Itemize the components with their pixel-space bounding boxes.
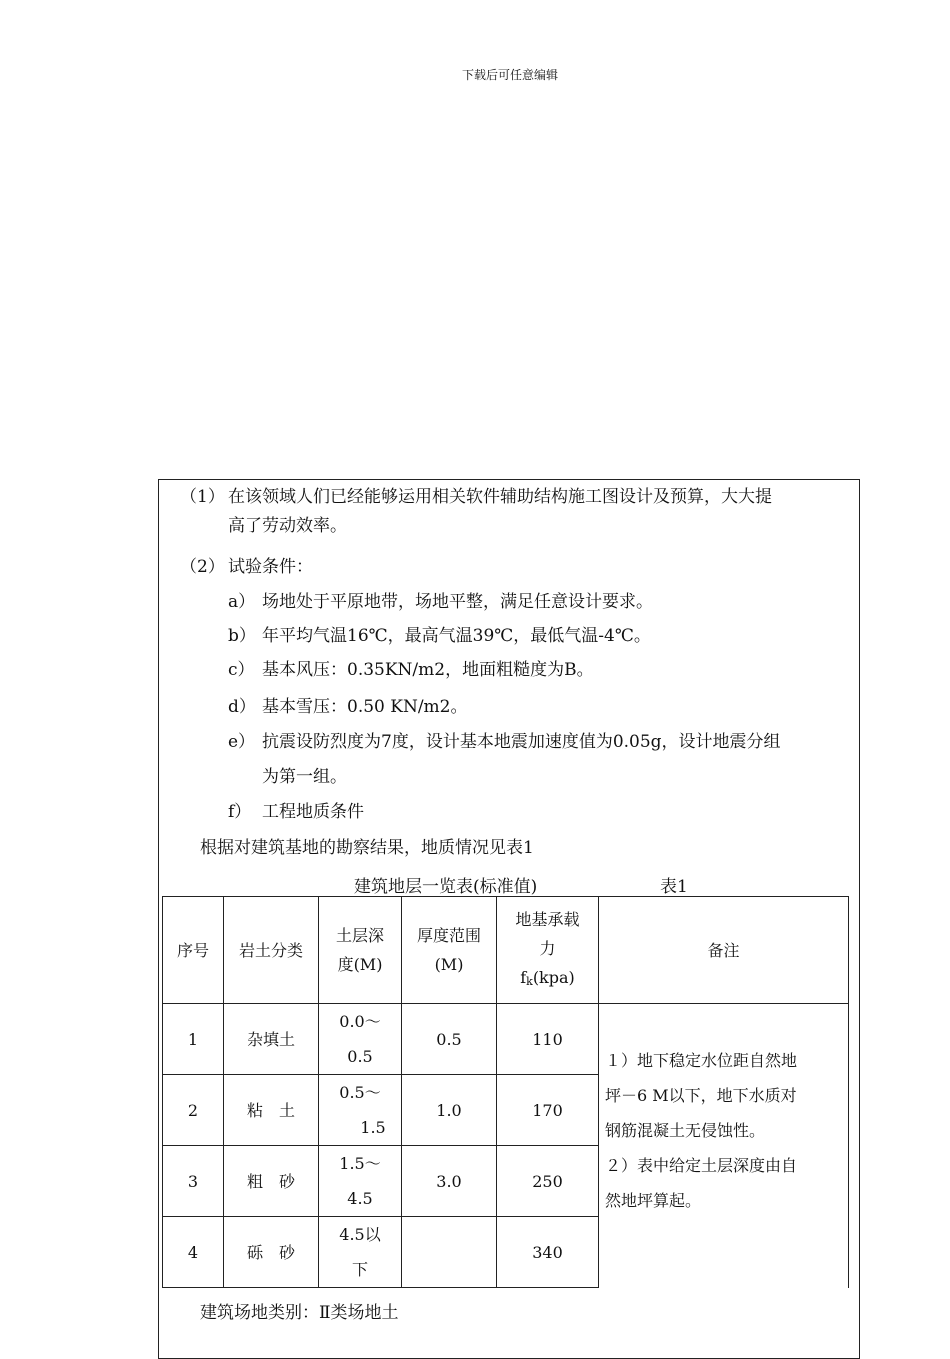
cell-depth-2: 4.5 (347, 1189, 373, 1208)
item-1 (180, 486, 772, 508)
condition-a (228, 591, 653, 613)
cell-thickness: 3.0 (402, 1146, 497, 1217)
cell-remark (599, 1004, 849, 1288)
cell-depth (319, 1004, 402, 1075)
header-depth (319, 897, 402, 1004)
item-1-number: （1） (180, 487, 225, 507)
header-bearing-1: 地基承载 (515, 909, 580, 929)
cell-soil: 粘 土 (224, 1075, 319, 1146)
remark-line: ２）表中给定土层深度由自 (605, 1156, 798, 1176)
cell-depth (319, 1217, 402, 1288)
cell-depth-1: 0.0～ (339, 1012, 381, 1031)
site-class: 建筑场地类别：Ⅱ类场地土 (200, 1303, 399, 1323)
table-caption: 建筑地层一览表(标准值) (354, 877, 538, 897)
remark-line: 然地坪算起。 (605, 1191, 702, 1211)
condition-b-text: 年平均气温16℃，最高气温39℃，最低气温-4℃。 (262, 626, 651, 646)
cell-thickness (402, 1217, 497, 1288)
cell-depth (319, 1075, 402, 1146)
condition-c-text: 基本风压：0.35KN/m2，地面粗糙度为B。 (262, 660, 594, 680)
cell-soil: 砾 砂 (224, 1217, 319, 1288)
header-note: 下载后可任意编辑 (461, 68, 558, 82)
header-bearing-2: 力 (539, 938, 556, 958)
condition-b (228, 625, 651, 647)
condition-d-text: 基本雪压：0.50 KN/m2。 (262, 697, 468, 717)
header-thickness (402, 897, 497, 1004)
cell-bearing: 110 (497, 1004, 599, 1075)
item-2-text: 试验条件： (228, 557, 313, 577)
cell-soil: 粗 砂 (224, 1146, 319, 1217)
cell-soil: 杂填土 (224, 1004, 319, 1075)
condition-e-label: e） (228, 732, 256, 752)
item-1-line1: 在该领域人们已经能够运用相关软件辅助结构施工图设计及预算，大大提 (228, 487, 772, 507)
condition-c-label: c） (228, 660, 255, 680)
condition-a-label: a） (228, 592, 256, 612)
cell-thickness: 0.5 (402, 1004, 497, 1075)
remark-line: 钢筋混凝土无侵蚀性。 (605, 1121, 766, 1141)
condition-e (228, 731, 781, 753)
condition-e-line1: 抗震设防烈度为7度，设计基本地震加速度值为0.05g，设计地震分组 (262, 732, 781, 752)
cell-seq: 3 (163, 1146, 224, 1217)
cell-seq: 1 (163, 1004, 224, 1075)
condition-f-text: 工程地质条件 (262, 802, 364, 822)
header-depth-2: 度(M) (337, 955, 383, 974)
condition-c (228, 659, 594, 681)
condition-f-label: f） (228, 802, 252, 822)
condition-e-line2: 为第一组。 (262, 767, 347, 787)
cell-depth-1: 4.5以 (339, 1225, 381, 1244)
cell-bearing: 250 (497, 1146, 599, 1217)
condition-d (228, 696, 468, 718)
cell-depth (319, 1146, 402, 1217)
header-remark: 备注 (599, 897, 849, 1004)
header-depth-1: 土层深 (335, 926, 384, 945)
condition-a-text: 场地处于平原地带，场地平整，满足任意设计要求。 (262, 592, 653, 612)
header-bearing-f: f (520, 967, 527, 987)
table-header-row (163, 897, 849, 1004)
item-1-line2: 高了劳动效率。 (228, 516, 347, 536)
header-seq: 序号 (163, 897, 224, 1004)
condition-b-label: b） (228, 626, 256, 646)
cell-thickness: 1.0 (402, 1075, 497, 1146)
item-2 (180, 556, 313, 578)
table-number: 表1 (660, 877, 688, 897)
geology-table (162, 896, 849, 1288)
item-2-number: （2） (180, 557, 225, 577)
cell-depth-2: 下 (351, 1260, 368, 1279)
cell-depth-2: 1.5 (360, 1118, 386, 1137)
condition-d-label: d） (228, 697, 256, 717)
header-bearing-unit: (kpa) (532, 967, 575, 987)
remark-line: 坪－6 M以下，地下水质对 (605, 1086, 797, 1106)
cell-depth-1: 1.5～ (339, 1154, 381, 1173)
header-bearing-k: k (526, 974, 533, 988)
header-thickness-2: (M) (434, 955, 464, 974)
geology-intro: 根据对建筑基地的勘察结果，地质情况见表1 (200, 838, 534, 858)
cell-depth-2: 0.5 (347, 1047, 373, 1066)
cell-depth-1: 0.5～ (339, 1083, 381, 1102)
cell-bearing: 170 (497, 1075, 599, 1146)
header-bearing (497, 897, 599, 1004)
header-soil: 岩土分类 (224, 897, 319, 1004)
remark-line: １）地下稳定水位距自然地 (605, 1051, 798, 1071)
cell-seq: 4 (163, 1217, 224, 1288)
cell-seq: 2 (163, 1075, 224, 1146)
header-thickness-1: 厚度范围 (416, 926, 481, 945)
table-row (163, 1004, 849, 1075)
cell-bearing: 340 (497, 1217, 599, 1288)
condition-f (228, 801, 364, 823)
